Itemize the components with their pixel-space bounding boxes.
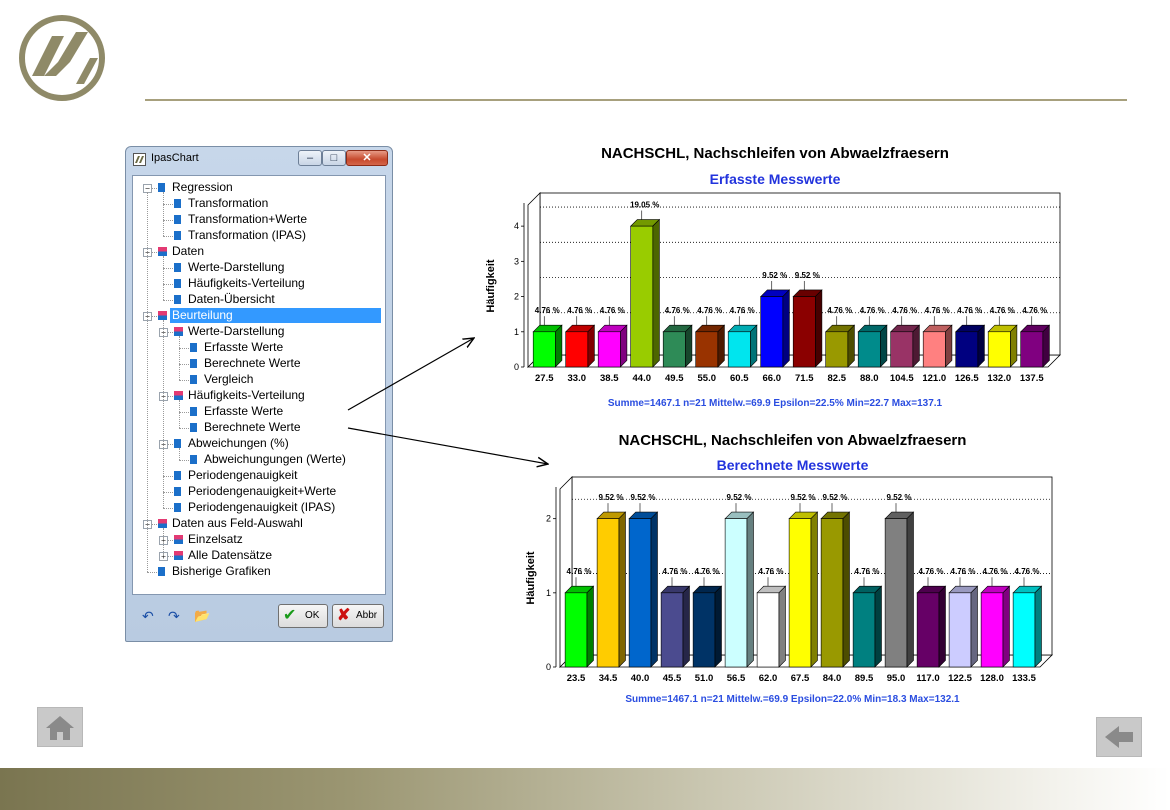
x-tick-label: 84.0 — [822, 673, 842, 684]
y-tick-label: 2 — [545, 513, 551, 524]
tree-node-label[interactable]: Transformation+Werte — [188, 212, 308, 226]
tree-node-label[interactable]: Erfasste Werte — [204, 404, 284, 418]
bar-side — [907, 512, 914, 667]
bar-side — [750, 325, 757, 367]
bar-value-label: 4.76 % — [989, 306, 1015, 316]
bar-side — [978, 325, 985, 367]
bar-side — [880, 325, 887, 367]
x-tick-label: 34.5 — [598, 673, 618, 684]
collapse-icon[interactable]: − — [143, 248, 152, 257]
bar-value-label: 4.76 % — [662, 567, 688, 577]
bar-value-label: 4.76 % — [950, 567, 976, 577]
bar-side — [619, 512, 626, 667]
bar — [1013, 593, 1035, 667]
tree-node-label[interactable]: Berechnete Werte — [204, 356, 301, 370]
y-tick-label: 1 — [513, 326, 519, 337]
chart-stats: Summe=1467.1 n=21 Mittelw.=69.9 Epsilon=22.0% Min=18.3 Max=132.1 — [625, 694, 960, 705]
x-tick-label: 60.5 — [730, 373, 749, 384]
tree-node-label[interactable]: Häufigkeits-Verteilung — [188, 388, 305, 402]
bar-side — [588, 325, 595, 367]
x-tick-label: 89.5 — [854, 673, 874, 684]
y-tick-label: 2 — [513, 291, 519, 302]
bar — [793, 297, 815, 367]
x-tick-label: 95.0 — [886, 673, 906, 684]
bar-value-label: 4.76 % — [957, 306, 983, 316]
bar-value-label: 9.52 % — [822, 493, 848, 503]
expand-icon[interactable]: + — [159, 552, 168, 561]
tree-node-label[interactable]: Beurteilung — [170, 308, 381, 323]
x-tick-label: 132.0 — [987, 373, 1012, 384]
bar-side — [971, 586, 978, 667]
y-axis-label: Häufigkeit — [485, 259, 497, 313]
expand-icon[interactable]: + — [159, 536, 168, 545]
bar-side — [783, 290, 790, 367]
bar — [949, 593, 971, 667]
close-icon: ✕ — [362, 152, 372, 164]
bar-side — [620, 325, 627, 367]
x-tick-label: 121.0 — [922, 373, 947, 384]
bar-value-label: 4.76 % — [729, 306, 755, 316]
bar — [725, 519, 747, 667]
bar-side — [555, 325, 562, 367]
bar-value-label: 4.76 % — [599, 306, 625, 316]
tree-node-label[interactable]: Berechnete Werte — [204, 420, 301, 434]
bar-side — [1003, 586, 1010, 667]
arrow-to-berechnete-chart — [348, 428, 548, 464]
y-axis-label: Häufigkeit — [525, 551, 537, 605]
chart-title: NACHSCHL, Nachschleifen von Abwaelzfraesern — [601, 145, 949, 162]
bar-side — [715, 586, 722, 667]
bar — [923, 332, 945, 367]
bar-side — [875, 586, 882, 667]
x-tick-label: 49.5 — [665, 373, 684, 384]
bar — [728, 332, 750, 367]
bar-value-label: 4.76 % — [1022, 306, 1048, 316]
bar-value-label: 4.76 % — [827, 306, 853, 316]
bar — [663, 332, 685, 367]
bar-side — [685, 325, 692, 367]
cancel-label: Abbr — [356, 610, 378, 621]
window-title: IpasChart — [151, 152, 199, 164]
open-folder-icon[interactable]: 📂 — [194, 609, 211, 624]
back-button[interactable] — [1096, 717, 1142, 757]
bar-side — [939, 586, 946, 667]
bar — [566, 332, 588, 367]
bar-value-label: 4.76 % — [567, 306, 593, 316]
chart-erfasste-messwerte — [480, 140, 1070, 415]
x-tick-label: 44.0 — [632, 373, 651, 384]
x-tick-label: 67.5 — [790, 673, 810, 684]
bar — [853, 593, 875, 667]
tree-node-label[interactable]: Einzelsatz — [188, 532, 243, 546]
tree-node-label[interactable]: Werte-Darstellung — [188, 324, 285, 338]
bar — [757, 593, 779, 667]
bar — [631, 226, 653, 367]
collapse-icon[interactable]: − — [159, 328, 168, 337]
bar-value-label: 19.05 % — [630, 200, 660, 210]
tree-node-label[interactable]: Abweichungungen (Werte) — [204, 452, 346, 466]
bar-value-label: 9.52 % — [726, 493, 752, 503]
x-tick-label: 88.0 — [860, 373, 879, 384]
bar — [1021, 332, 1043, 367]
bar-value-label: 9.52 % — [598, 493, 624, 503]
bar — [885, 519, 907, 667]
bar-side — [587, 586, 594, 667]
collapse-icon[interactable]: − — [143, 312, 152, 321]
tree-node-label[interactable]: Daten-Übersicht — [188, 292, 275, 306]
collapse-icon[interactable]: − — [159, 440, 168, 449]
bar-value-label: 4.76 % — [694, 567, 720, 577]
collapse-icon[interactable]: − — [159, 392, 168, 401]
bar — [696, 332, 718, 367]
x-tick-label: 23.5 — [566, 673, 586, 684]
bar-value-label: 9.52 % — [630, 493, 656, 503]
y-tick-label: 0 — [513, 362, 519, 372]
x-tick-label: 128.0 — [980, 673, 1004, 684]
tree-node-label[interactable]: Alle Datensätze — [188, 548, 273, 562]
x-tick-label: 66.0 — [762, 373, 781, 384]
bar — [597, 519, 619, 667]
bar-side — [1035, 586, 1042, 667]
x-tick-label: 71.5 — [795, 373, 814, 384]
bar-value-label: 4.76 % — [854, 567, 880, 577]
y-tick-label: 0 — [545, 662, 551, 672]
bar-value-label: 4.76 % — [664, 306, 690, 316]
bar-value-label: 4.76 % — [1014, 567, 1040, 577]
bar — [661, 593, 683, 667]
tree-node-label[interactable]: Daten aus Feld-Auswahl — [172, 516, 303, 530]
bar-side — [651, 512, 658, 667]
bar — [917, 593, 939, 667]
x-tick-label: 38.5 — [600, 373, 619, 384]
bar — [891, 332, 913, 367]
bar-value-label: 9.52 % — [790, 493, 816, 503]
chart-subtitle: Erfasste Messwerte — [709, 171, 841, 187]
bar-chart-plot — [520, 428, 1065, 690]
bar — [826, 332, 848, 367]
bar — [629, 519, 651, 667]
footer-band — [0, 768, 1170, 810]
chart-subtitle: Berechnete Messwerte — [716, 457, 869, 473]
x-tick-label: 82.5 — [827, 373, 846, 384]
bar-side — [1043, 325, 1050, 367]
x-tick-label: 40.0 — [630, 673, 650, 684]
bar-value-label: 4.76 % — [859, 306, 885, 316]
tree-node-label[interactable]: Periodengenauigkeit — [188, 468, 298, 482]
bar-side — [945, 325, 952, 367]
home-button[interactable] — [37, 707, 83, 747]
bar-value-label: 4.76 % — [982, 567, 1008, 577]
bar-side — [913, 325, 920, 367]
bar — [988, 332, 1010, 367]
y-tick-label: 3 — [513, 256, 519, 267]
bar-side — [779, 586, 786, 667]
x-tick-label: 126.5 — [954, 373, 979, 384]
bar-value-label: 4.76 % — [758, 567, 784, 577]
bar-side — [848, 325, 855, 367]
bar-value-label: 4.76 % — [534, 306, 560, 316]
bar — [565, 593, 587, 667]
bar-value-label: 9.52 % — [886, 493, 912, 503]
undo-icon[interactable]: ↶ — [142, 609, 154, 625]
x-tick-label: 137.5 — [1019, 373, 1044, 384]
back-arrow-icon — [1097, 718, 1141, 756]
bar-side — [811, 512, 818, 667]
minimize-icon: – — [306, 152, 314, 164]
bar-side — [653, 220, 660, 367]
bar-value-label: 4.76 % — [892, 306, 918, 316]
tree-node-label[interactable]: Periodengenauigkeit (IPAS) — [188, 500, 336, 514]
tree-node-label[interactable]: Werte-Darstellung — [188, 260, 285, 274]
x-tick-label: 117.0 — [916, 673, 940, 684]
bar-side — [718, 325, 725, 367]
bar — [981, 593, 1003, 667]
bar-side — [747, 512, 754, 667]
x-tick-label: 51.0 — [694, 673, 714, 684]
bar-value-label: 4.76 % — [924, 306, 950, 316]
bar — [821, 519, 843, 667]
tree-node-label[interactable]: Abweichungen (%) — [188, 436, 289, 450]
bar — [693, 593, 715, 667]
ok-label: OK — [305, 610, 320, 621]
x-tick-label: 62.0 — [758, 673, 778, 684]
bar-side — [1010, 325, 1017, 367]
bar-value-label: 9.52 % — [794, 270, 820, 280]
chart-berechnete-messwerte — [520, 428, 1065, 710]
checkmark-icon: ✔ — [283, 607, 297, 624]
tree-node-label[interactable]: Periodengenauigkeit+Werte — [188, 484, 337, 498]
bar-chart-plot — [480, 140, 1070, 402]
redo-icon[interactable]: ↷ — [168, 609, 180, 625]
x-tick-label: 45.5 — [662, 673, 682, 684]
chart-title: NACHSCHL, Nachschleifen von Abwaelzfraesern — [618, 432, 967, 449]
tree-node-label[interactable]: Transformation — [188, 196, 269, 210]
tree-node-label[interactable]: Bisherige Grafiken — [172, 564, 271, 578]
tree-node-label[interactable]: Erfasste Werte — [204, 340, 284, 354]
y-tick-label: 4 — [513, 221, 519, 232]
chart-stats: Summe=1467.1 n=21 Mittelw.=69.9 Epsilon=22.5% Min=22.7 Max=137.1 — [607, 398, 943, 409]
collapse-icon[interactable]: − — [143, 184, 152, 193]
collapse-icon[interactable]: − — [143, 520, 152, 529]
cross-icon: ✘ — [337, 607, 351, 624]
maximize-icon: □ — [330, 152, 338, 164]
bar — [858, 332, 880, 367]
tree-node-label[interactable]: Daten — [172, 244, 205, 258]
arrow-to-erfasste-chart — [348, 338, 474, 410]
x-tick-label: 122.5 — [948, 673, 972, 684]
home-icon — [38, 708, 82, 746]
x-tick-label: 55.0 — [697, 373, 716, 384]
tree-node-label[interactable]: Vergleich — [204, 372, 254, 386]
x-tick-label: 104.5 — [889, 373, 914, 384]
x-tick-label: 33.0 — [567, 373, 586, 384]
bar — [761, 297, 783, 367]
bar — [533, 332, 555, 367]
x-tick-label: 133.5 — [1012, 673, 1036, 684]
tree-node-label[interactable]: Transformation (IPAS) — [188, 228, 307, 242]
bar-value-label: 4.76 % — [566, 567, 592, 577]
tree-node-label[interactable]: Regression — [172, 180, 233, 194]
bar-value-label: 4.76 % — [697, 306, 723, 316]
y-tick-label: 1 — [545, 587, 551, 598]
bar — [956, 332, 978, 367]
x-tick-label: 56.5 — [726, 673, 746, 684]
tree-node-label[interactable]: Häufigkeits-Verteilung — [188, 276, 305, 290]
bar-side — [843, 512, 850, 667]
bar-value-label: 4.76 % — [918, 567, 944, 577]
x-tick-label: 27.5 — [535, 373, 554, 384]
bar-side — [683, 586, 690, 667]
bar-value-label: 9.52 % — [762, 270, 788, 280]
bar — [598, 332, 620, 367]
bar-side — [815, 290, 822, 367]
bar — [789, 519, 811, 667]
